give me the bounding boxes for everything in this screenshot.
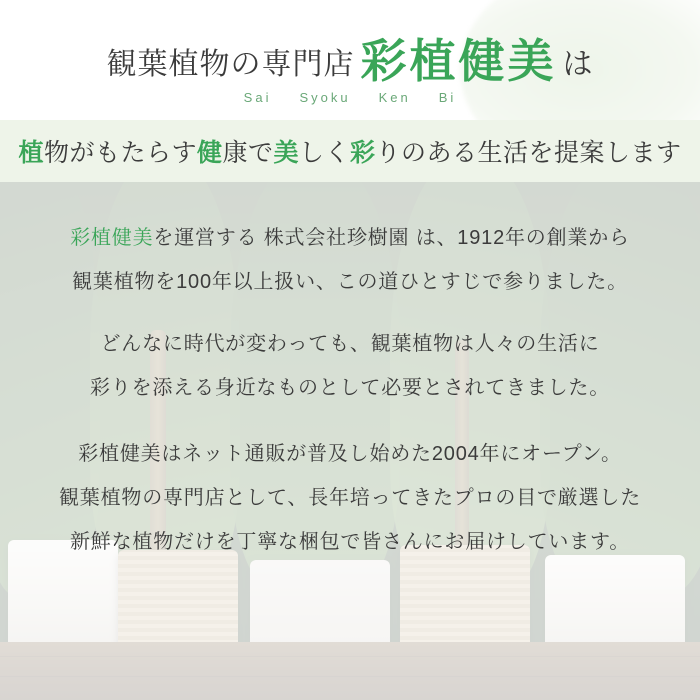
hero-section [0,182,700,700]
tagline-seg2: 物がもたらす [43,139,197,167]
paragraph-3-line-2: 観葉植物の専門店として、長年培ってきたプロの目で厳選した [59,487,641,509]
paragraph-2-line-1: どんなに時代が変わっても、観葉植物は人々の生活に [100,333,600,355]
paragraph-gap-2 [34,414,666,432]
tagline-seg7: 彩 [350,139,376,167]
romaji-ken: Ken [378,90,411,105]
tagline-seg6: しく [299,139,351,167]
paragraph-1-brand: 彩植健美 [70,227,154,249]
tagline-band [0,120,700,182]
tagline-seg8: りのある生活を提案します [375,139,682,167]
paragraph-1-line-1-rest: を運営する 株式会社珍樹園 は、1912年の創業から [153,227,630,249]
header-title-row [0,0,700,88]
paragraph-1-line-1 [34,216,666,260]
paragraph-1 [34,216,666,304]
paragraph-2 [34,322,666,410]
romaji-syoku: Syoku [299,90,351,105]
tagline-seg4: 康で [222,139,274,167]
paragraph-3 [34,432,666,564]
romaji-sai: Sai [243,90,272,105]
tagline-seg1: 植 [18,139,44,167]
header-tail-text: は [562,48,594,81]
header-lead-text: 観葉植物の専門店 [106,48,355,81]
brand-name: 彩植健美 [360,35,557,87]
paragraph-3-line-3: 新鮮な植物だけを丁寧な梱包で皆さんにお届けしています。 [70,531,630,553]
paragraph-3-line-1: 彩植健美はネット通販が普及し始めた2004年にオープン。 [78,443,622,465]
paragraph-gap-1 [34,308,666,322]
paragraph-1-line-2: 観葉植物を100年以上扱い、この道ひとすじで参りました。 [72,271,628,293]
romaji-bi: Bi [438,90,457,105]
tagline-text [18,133,681,169]
paragraph-2-line-2: 彩りを添える身近なものとして必要とされてきました。 [90,377,610,399]
header [0,0,700,120]
hero-copy [0,182,700,564]
tagline-seg5: 美 [273,139,300,167]
tagline-seg3: 健 [196,139,223,167]
